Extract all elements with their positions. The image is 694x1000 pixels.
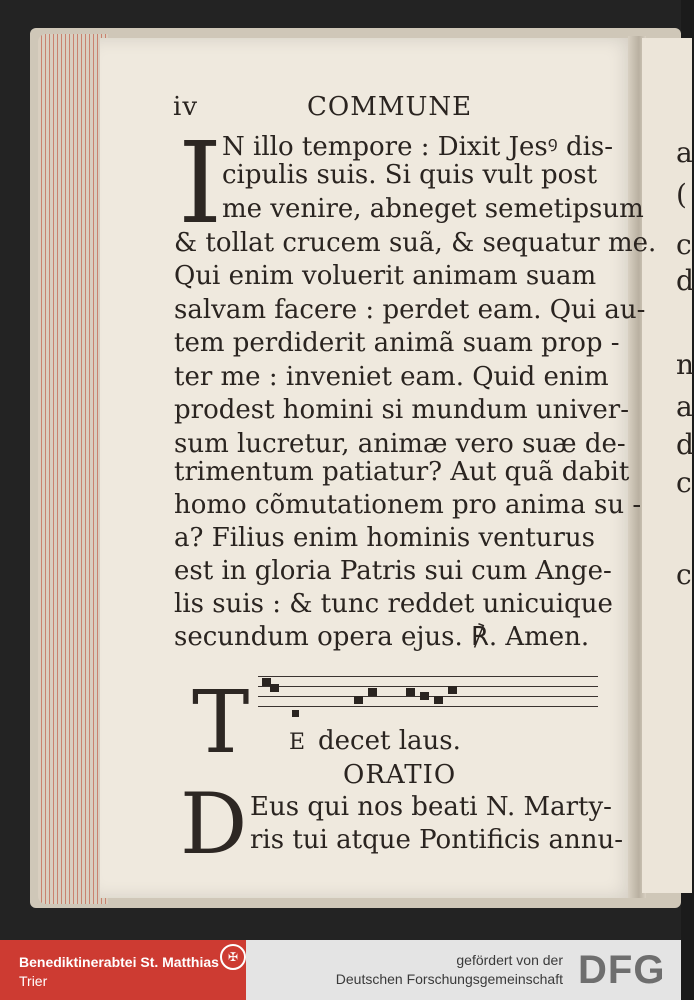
text-line: N illo tempore : Dixit Jesꝰ dis-: [222, 132, 614, 162]
viewer-footer: [0, 940, 681, 1000]
folio-number: iv: [173, 92, 199, 122]
text-line: ris tui atque Pontificis annu-: [250, 825, 624, 855]
text-line: salvam facere : perdet eam. Qui au-: [174, 295, 646, 325]
oratio-dropcap: D: [180, 775, 248, 873]
text-line: a? Filius enim hominis venturus: [174, 523, 595, 553]
page-edges: [38, 34, 108, 904]
text-line: est in gloria Patris sui cum Ange-: [174, 556, 612, 586]
chant-staff: [258, 670, 598, 710]
text-line: tem perdiderit animã suam prop -: [174, 328, 620, 358]
right-page-letter: (: [676, 178, 687, 211]
sponsor-line-1: gefördert von der: [456, 952, 563, 968]
text-line: ter me : inveniet eam. Quid enim: [174, 362, 609, 392]
chant-syllable: E: [289, 730, 306, 755]
oratio-heading: ORATIO: [343, 760, 457, 790]
sponsor-line-2: Deutschen Forschungsgemeinschaft: [335, 971, 563, 987]
text-line: homo cõmutationem pro anima su -: [174, 490, 642, 520]
right-page-edge: [642, 38, 692, 893]
text-line: trimentum patiatur? Aut quã dabit: [174, 457, 630, 487]
text-line: secundum opera ejus. ℟. Amen.: [174, 622, 590, 652]
right-page-letter: d: [676, 428, 694, 461]
library-city: Trier: [19, 973, 48, 989]
text-line: Eus qui nos beati N. Marty-: [250, 792, 612, 822]
gospel-dropcap: I: [178, 119, 223, 249]
right-page-letter: d: [676, 264, 694, 297]
text-line: prodest homini si mundum univer-: [174, 395, 629, 425]
text-line: lis suis : & tunc reddet unicuique: [174, 589, 613, 619]
running-title: COMMUNE: [307, 92, 473, 122]
text-line: cipulis suis. Si quis vult post: [222, 160, 598, 190]
text-line: & tollat crucem suã, & sequatur me.: [174, 228, 657, 258]
library-name: Benediktinerabtei St. Matthias: [19, 954, 219, 970]
text-line: Qui enim voluerit animam suam: [174, 261, 597, 291]
right-page-letter: c: [676, 558, 692, 591]
right-page-letter: a: [676, 390, 693, 423]
chant-dropcap: T: [192, 673, 250, 773]
library-banner[interactable]: [0, 940, 246, 1000]
text-line: me venire, abneget semetipsum: [222, 194, 644, 224]
text-line: sum lucretur, animæ vero suæ de-: [174, 429, 626, 459]
dfg-logo[interactable]: DFG: [578, 948, 666, 992]
right-page-letter: a: [676, 136, 693, 169]
right-page-letter: c: [676, 466, 692, 499]
right-page-letter: n: [676, 348, 694, 381]
chant-text: decet laus.: [318, 726, 461, 756]
library-logo-icon: ✠: [220, 944, 246, 970]
right-page-letter: c: [676, 228, 692, 261]
